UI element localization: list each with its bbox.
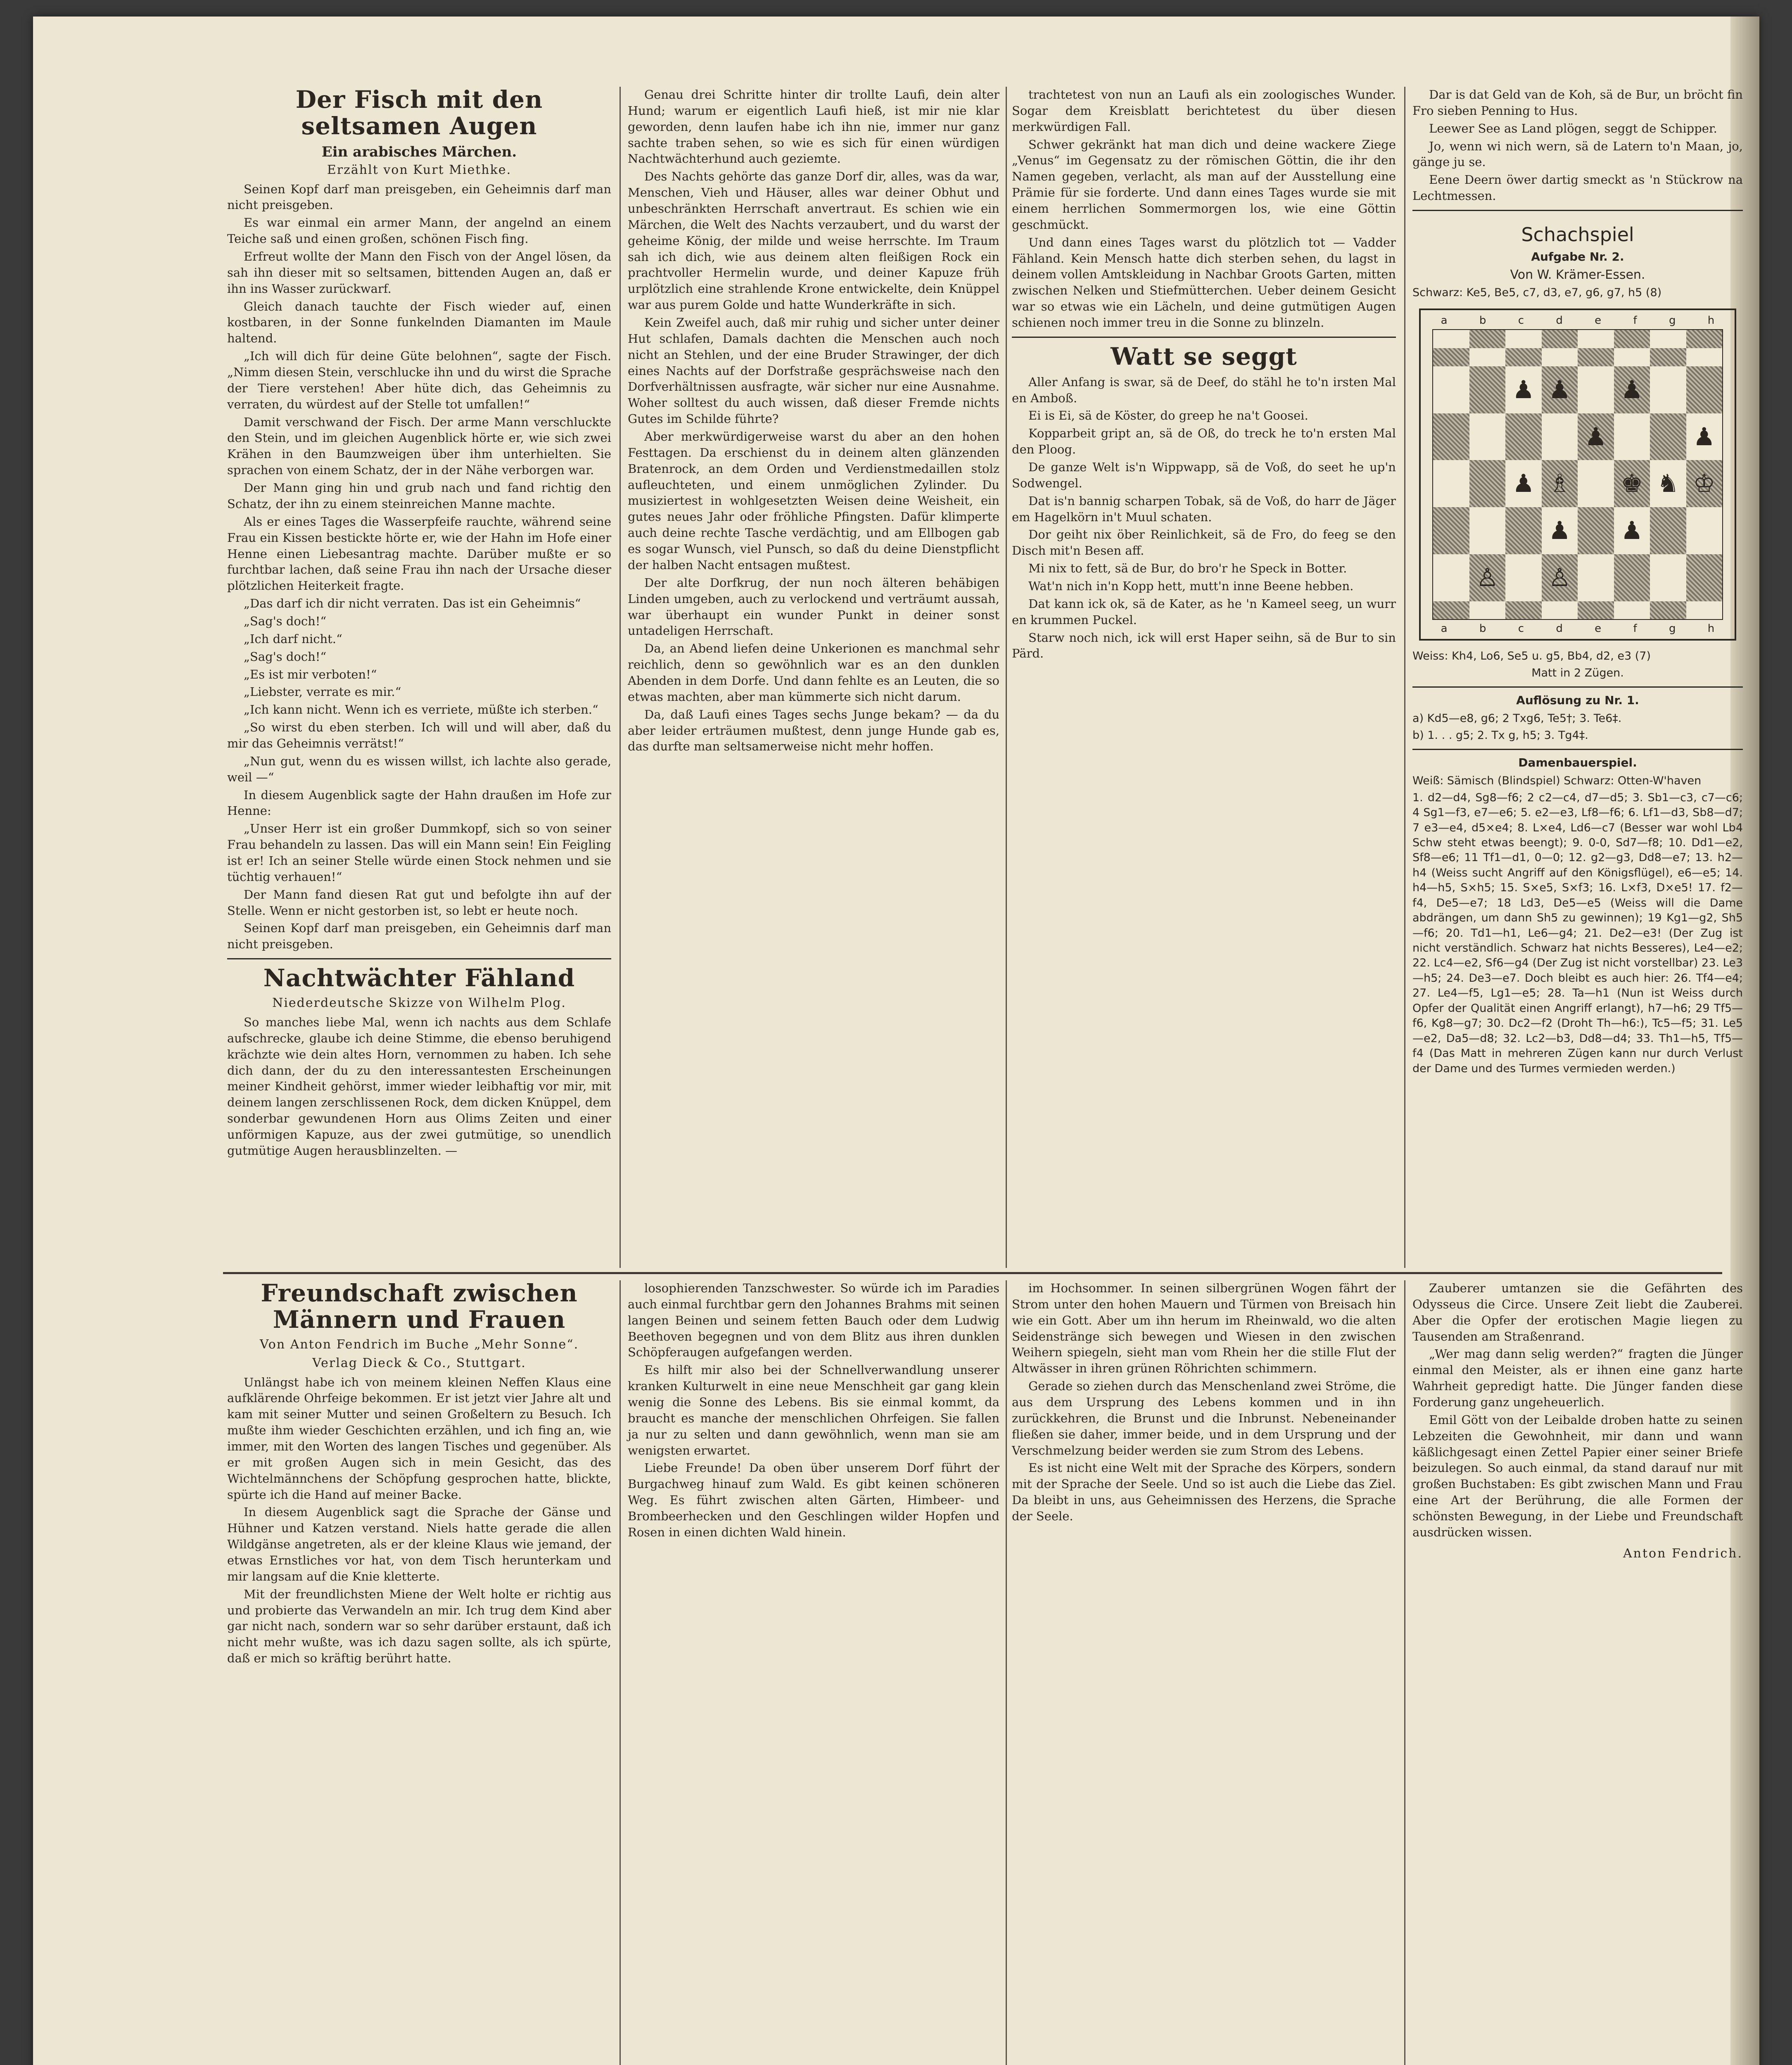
- chess-piece-icon: ♟: [1584, 422, 1607, 451]
- chess-square: [1505, 348, 1542, 366]
- paragraph: „So wirst du eben sterben. Ich will und will aber, daß du mir das Geheimnis verrätst!“: [227, 720, 611, 750]
- chess-square: [1505, 413, 1542, 460]
- chess-square: [1433, 348, 1469, 366]
- paragraph: trachtetest von nun an Laufi als ein zoologisches Wunder. Sogar dem Kreisblatt berichtetest du über diesen merkwürdigen Fall.: [1012, 88, 1396, 134]
- article-body: [628, 87, 999, 755]
- column-rule: [1404, 1280, 1405, 2065]
- chess-square: [1578, 460, 1614, 507]
- paragraph: Gerade so ziehen durch das Menschenland zwei Ströme, die aus dem Ursprung des Lebens kommen und in ihn zurückkehren, die Brunst und die Inbrunst. Nebeneinander fließen sie daher, immer beide, und in dem Ursprung und der Verschmelzung beider werden sie zum Strom des Lebens.: [1012, 1379, 1396, 1457]
- chess-square: [1650, 601, 1686, 620]
- chess-square: [1614, 601, 1650, 620]
- article-body: [1412, 1280, 1743, 1540]
- chess-square: [1469, 348, 1506, 366]
- column-rule: [619, 1280, 621, 2065]
- chess-square: [1469, 413, 1506, 460]
- headline-watt-se-seggt: Watt se seggt: [1111, 342, 1297, 370]
- paragraph: Es hilft mir also bei der Schnellverwandlung unserer kranken Kulturwelt in eine neue Menschheit gar gang klein wenig die Sonne des Lebens. Bis sie einmal kommt, da braucht es manche der menschlichen Ohrfeigen. Sie fallen ja nur zu selten und dann gewöhnlich, wenn man sie am wenigsten erwartet.: [628, 1363, 999, 1457]
- paragraph: Seinen Kopf darf man preisgeben, ein Geheimnis darf man nicht preisgeben.: [227, 921, 611, 952]
- chess-square: [1578, 507, 1614, 554]
- chess-piece-icon: ♟: [1512, 375, 1535, 404]
- chess-square: [1614, 413, 1650, 460]
- article-body: [227, 1374, 611, 1666]
- paragraph: Des Nachts gehörte das ganze Dorf dir, alles, was da war, Menschen, Vieh und Häuser, alles war deiner Obhut und unbeschränkten Herrschaft anvertraut. Es schien wie ein Märchen, die Welt des Nachts verzaubert, und du warst der geheime König, der milde und weise herrschte. Im Traum sah ich dich, wie aus deinem alten fleißigen Rock ein prachtvoller Hermelin wurde, und deiner Kapuze früh urplötzlich eine strahlende Krone entwickelte, dein Knüppel war aus purem Golde und hatte Wunderkräfte in sich.: [628, 169, 999, 312]
- divider: [1412, 686, 1743, 688]
- paragraph: „Unser Herr ist ein großer Dummkopf, sich so von seiner Frau behandeln zu lassen. Das will ein Mann sein! Ein Feigling ist er! Ich an seiner Stelle würde einen Stock nehmen und sie tüchtig verhauen!“: [227, 821, 611, 884]
- chess-square: [1542, 413, 1578, 460]
- chess-square: [1578, 601, 1614, 620]
- chess-square: [1650, 348, 1686, 366]
- paragraph: Genau drei Schritte hinter dir trollte Laufi, dein alter Hund; warum er eigentlich Laufi hieß, ist mir nie klar geworden, denn laufen habe ich ihn nie, immer nur ganz sachte traben sehen, so wie es sich für einen würdigen Nachtwächterhund auch geziemte.: [628, 88, 999, 166]
- article-body: [628, 1280, 999, 1540]
- story-freundschaft: [227, 1280, 611, 1668]
- paragraph: Liebe Freunde! Da oben über unserem Dorf führt der Burgachweg hinauf zum Wald. Es gibt keinen schöneren Weg. Es führt zwischen alten Gärten, Himbeer- und Brombeerhecken und den Geschlingen wilder Hopfen und Rosen in einen dichten Wald hinein.: [628, 1461, 999, 1539]
- paragraph: „Ich will dich für deine Güte belohnen“, sagte der Fisch. „Nimm diesen Stein, verschlucke ihn und du wirst die Sprache der Tiere verstehen! Aber hüte dich, das Geheimnis zu verraten, du würdest auf der Stelle tot umfallen!“: [227, 349, 611, 411]
- chess-square: [1433, 460, 1469, 507]
- newspaper-page: [33, 17, 1759, 2065]
- file-label: b: [1479, 314, 1486, 327]
- file-labels: [1425, 314, 1730, 327]
- chess-square: [1433, 413, 1469, 460]
- chess-square: [1433, 507, 1469, 554]
- signature: Anton Fendrich.: [1623, 1546, 1743, 1561]
- article-body: [1012, 87, 1396, 331]
- chess-piece-icon: ♟: [1548, 516, 1571, 546]
- paragraph: Leewer See as Land plögen, seggt de Schipper.: [1429, 121, 1717, 135]
- chess-square: [1686, 366, 1723, 413]
- paragraph: „Sag's doch!“: [244, 614, 327, 628]
- paragraph: Dar is dat Geld van de Koh, sä de Bur, un bröcht fin Fro sieben Penning to Hus.: [1412, 88, 1743, 118]
- chess-column: [1412, 87, 1743, 1078]
- paragraph: im Hochsommer. In seinen silbergrünen Wogen fährt der Strom unter den hohen Mauern und Türmen von Breisach hin wie ein Gott. Aber um ihn herum im Rheinwald, wo die alten Seidenstränge sich bewegen und Wiesen in den zwischen Weihern spiegeln, sieht man vom Rhein her die stille Flut der Altwässer in ihren grünen Röhrichten schimmern.: [1012, 1281, 1396, 1376]
- chess-stipulation: Matt in 2 Zügen.: [1531, 666, 1624, 679]
- paragraph: Gleich danach tauchte der Fisch wieder auf, einen kostbaren, in der Sonne funkelnden Diamanten im Maule haltend.: [227, 299, 611, 346]
- chess-square: [1614, 507, 1650, 554]
- paragraph: In diesem Augenblick sagt die Sprache der Gänse und Hühner und Katzen verstand. Niels hatte gerade die allen Wildgänse angetreten, als er der kleine Klaus wie jemand, der etwas Ernstliches vor hat, von dem Tisch herunterkam und mir langsam auf die Knie kletterte.: [227, 1505, 611, 1583]
- chess-square: [1650, 413, 1686, 460]
- file-label: h: [1707, 622, 1715, 635]
- chess-piece-icon: ♗: [1548, 469, 1571, 498]
- paragraph: Und dann eines Tages warst du plötzlich tot — Vadder Fähland. Kein Mensch hatte dich sterben sehen, du lagst in deinem vollen Amtskleidung in Nachbar Groots Garten, mitten zwischen Nelken und Stiefmütterchen. Ueber deinem Gesicht war so etwas wie ein Lächeln, und deine gutmütigen Augen schienen noch immer treu in die Sonne zu blinzeln.: [1012, 235, 1396, 330]
- file-label: e: [1595, 314, 1602, 327]
- paragraph: losophierenden Tanzschwester. So würde ich im Paradies auch einmal furchtbar gern den Johannes Brahms mit seinen langen Beinen und seinem fetten Bauch oder dem Ludwig Beethoven begegnen und von dem Blitz aus ihren dunklen Schöpferaugen aufgefangen werden.: [628, 1281, 999, 1360]
- chess-problem-number: Aufgabe Nr. 2.: [1531, 250, 1624, 264]
- byline: Erzählt von Kurt Miethke.: [327, 162, 512, 177]
- paragraph: Emil Gött von der Leibalde droben hatte zu seinen Lebzeiten die Gewohnheit, mir dann und wann käßlichgesagt einen Zettel Papier einer seiner Briefe beizulegen. So auch einmal, da stand darauf nur mit großen Buchstaben: Es gibt zwischen Mann und Frau eine Art der Berührung, die alle Formen der schönsten Bewegung, in der Liebe und Freundschaft ausdrücken wissen.: [1412, 1412, 1743, 1539]
- column-rule: [1006, 87, 1007, 1268]
- paragraph: „Es ist mir verboten!“: [244, 667, 377, 681]
- paragraph: Der Mann fand diesen Rat gut und befolgte ihn auf der Stelle. Wenn er nicht gestorben ist, so lebt er heute noch.: [227, 887, 611, 918]
- paragraph: Eene Deern öwer dartig smeckt as 'n Stückrow na Lechtmessen.: [1412, 173, 1743, 203]
- file-label: e: [1595, 622, 1602, 635]
- chess-square: [1686, 330, 1723, 348]
- file-label: g: [1669, 314, 1676, 327]
- story-freundschaft-col2: [628, 1280, 999, 1542]
- story-fisch: [227, 87, 611, 1161]
- chess-square: [1650, 366, 1686, 413]
- divider: [227, 958, 611, 959]
- chess-square: [1686, 601, 1723, 620]
- chess-piece-icon: ♞: [1657, 469, 1679, 498]
- column-rule: [1404, 87, 1405, 1268]
- chess-square: [1469, 554, 1506, 601]
- file-label: c: [1518, 314, 1524, 327]
- paragraph: De ganze Welt is'n Wippwapp, sä de Voß, do seet he up'n Sodwengel.: [1012, 460, 1396, 490]
- chess-square: [1686, 460, 1723, 507]
- chess-piece-icon: ♔: [1693, 469, 1716, 498]
- paragraph: Kein Zweifel auch, daß mir ruhig und sicher unter deiner Hut schlafen, Damals dachten die Menschen auch noch nicht an Stehlen, und der eine Bruder Strawinger, der dich eines Nachts auf der Dorfstraße gesprächsweise nach den Dorfverhältnissen ausfragte, wär sicher nur eine Ausnahme. Woher solltest du auch wissen, daß dieser Fremde nichts Gutes im Schilde führte?: [628, 316, 999, 426]
- chess-square: [1578, 554, 1614, 601]
- chess-author: Von W. Krämer-Essen.: [1510, 268, 1645, 282]
- chess-square: [1433, 366, 1469, 413]
- paragraph: „Wer mag dann selig werden?“ fragten die Jünger einmal den Meister, als er ihnen eine ganz harte Wahrheit gepredigt hatte. Die Jünger fanden diese Forderung ganz ungeheuerlich.: [1412, 1347, 1743, 1410]
- chess-board: [1432, 329, 1723, 620]
- chess-square: [1505, 554, 1542, 601]
- byline: Von Anton Fendrich im Buche „Mehr Sonne“.: [259, 1337, 579, 1352]
- article-body: [227, 1014, 611, 1159]
- chess-square: [1650, 330, 1686, 348]
- chess-square: [1650, 507, 1686, 554]
- chess-square: [1578, 348, 1614, 366]
- chess-piece-icon: ♟: [1693, 422, 1716, 451]
- file-labels: [1425, 622, 1730, 635]
- chess-square: [1578, 330, 1614, 348]
- headline-freundschaft: Freundschaft zwischen Männern und Frauen: [261, 1279, 578, 1334]
- file-label: d: [1556, 314, 1563, 327]
- paragraph: „Liebster, verrate es mir.“: [244, 685, 401, 699]
- chess-square: [1578, 366, 1614, 413]
- file-label: a: [1441, 622, 1448, 635]
- chess-square: [1505, 601, 1542, 620]
- column-rule: [1006, 1280, 1007, 2065]
- chess-piece-icon: ♙: [1548, 563, 1571, 592]
- chess-square: [1650, 554, 1686, 601]
- chess-square: [1542, 348, 1578, 366]
- divider: [1012, 337, 1396, 338]
- paragraph: Ei is Ei, sä de Köster, do greep he na't Goosei.: [1028, 408, 1308, 423]
- file-label: c: [1518, 622, 1524, 635]
- file-label: h: [1707, 314, 1715, 327]
- chess-square: [1542, 460, 1578, 507]
- headline-nachtwaechter: Nachtwächter Fähland: [263, 964, 575, 992]
- headline-fisch: Der Fisch mit den seltsamen Augen: [295, 85, 543, 140]
- column-rule: [619, 87, 621, 1268]
- game-players: Weiß: Sämisch (Blindspiel) Schwarz: Otten-W'haven: [1412, 774, 1702, 788]
- paragraph: Erfreut wollte der Mann den Fisch von der Angel lösen, da sah ihn dieser mit so seltsamen, bittenden Augen an, daß er ihn ins Wasser zurückwarf.: [227, 249, 611, 296]
- paragraph: Unlängst habe ich von meinem kleinen Neffen Klaus eine aufklärende Ohrfeige bekommen. Er ist jetzt vier Jahre alt und kam mit seiner Mutter und seinen Großeltern zu Besuch. Ich mußte ihm wieder Geschichten erzählen, und ich fing an, wie immer, mit den Worten des langen Tisches und gegenüber. Als er mit großen Augen sich in mein Gesicht, das des Wichtelmännchens der Schöpfung gesprochen hatte, blickte, spürte ich die Hand auf meiner Backe.: [227, 1375, 611, 1502]
- chess-square: [1614, 330, 1650, 348]
- solution-b: b) 1. . . g5; 2. Tx g, h5; 3. Tg4‡.: [1412, 729, 1588, 742]
- file-label: g: [1669, 622, 1676, 635]
- chess-piece-icon: ♙: [1476, 563, 1499, 592]
- publisher: Verlag Dieck & Co., Stuttgart.: [312, 1355, 526, 1370]
- chess-square: [1578, 413, 1614, 460]
- chess-square: [1650, 460, 1686, 507]
- chess-square: [1433, 554, 1469, 601]
- chess-square: [1686, 348, 1723, 366]
- chess-square: [1505, 330, 1542, 348]
- sayings-list: [1412, 87, 1743, 204]
- paragraph: Zauberer umtanzen sie die Gefährten des Odysseus die Circe. Unsere Zeit liebt die Zauberei. Aber die Opfer der erotischen Magie liegen zu Tausenden am Straßenrand.: [1412, 1281, 1743, 1343]
- divider: [1412, 210, 1743, 211]
- story-freundschaft-col3: [1012, 1280, 1396, 1526]
- paragraph: Aber merkwürdigerweise warst du aber an den hohen Festtagen. Da erschienst du in deinem alten glänzenden Bratenrock, an dem Orden und Verdienstmedaillen stolz aufleuchteten, und einem unmöglichen Zylinder. Du musiziertest in wohlgesetzten Weisen deine Weisheit, ein gutes neues Jahr oder fröhliche Pfingsten. Dafür klimperte auch deine rechte Tasche verdächtig, und am Ellbogen gab es sogar Wunsch, viel Punsch, so daß du deine Dienstpflicht der halben Nacht entsagen mußtest.: [628, 430, 999, 572]
- paragraph: Mit der freundlichsten Miene der Welt holte er richtig aus und probierte das Verwandeln an mir. Ich trug dem Kind aber gar nicht nach, sondern war so sehr darüber erstaunt, daß ich nicht mehr wußte, was ich dazu sagen sollte, als ich spürte, daß er mich so kräftig berührt hatte.: [227, 1587, 611, 1666]
- paragraph: Es war einmal ein armer Mann, der angelnd an einem Teiche saß und einen großen, schönen Fisch fing.: [227, 216, 611, 246]
- paragraph: Wat'n nich in'n Kopp hett, mutt'n inne Beene hebben.: [1028, 579, 1354, 593]
- file-label: a: [1441, 314, 1448, 327]
- chess-piece-icon: ♚: [1621, 469, 1643, 498]
- chess-black-pieces: Schwarz: Ke5, Be5, c7, d3, e7, g6, g7, h5 (8): [1412, 286, 1662, 299]
- paragraph: Da, an Abend liefen deine Unkerionen es manchmal sehr reichlich, denn so gewöhnlich war es an den dunklen Abenden in dem Dorfe. Und dann fehlte es an Leuten, die so etwas machten, aber man kümmerte sich nicht darum.: [628, 641, 999, 704]
- paragraph: „Ich darf nicht.“: [244, 631, 342, 646]
- sayings-list: [1012, 374, 1396, 662]
- paragraph: Aller Anfang is swar, sä de Deef, do stähl he to'n irsten Mal en Amboß.: [1012, 375, 1396, 405]
- paragraph: Der alte Dorfkrug, der nun noch älteren behäbigen Linden umgeben, auch zu verlockend und verträumt aussah, war überhaupt ein wunder Punkt in deiner sonst untadeligen Herrschaft.: [628, 575, 999, 638]
- paragraph: In diesem Augenblick sagte der Hahn draußen im Hofe zur Henne:: [227, 788, 611, 818]
- paragraph: „Sag's doch!“: [244, 649, 327, 664]
- paragraph: „Nun gut, wenn du es wissen willst, ich lachte also gerade, weil —“: [227, 754, 611, 784]
- story-column-3: [1012, 87, 1396, 663]
- paragraph: Dat is'n bannig scharpen Tobak, sä de Voß, do harr de Jäger em Hagelkörn in't Muul schaten.: [1012, 494, 1396, 524]
- chess-piece-icon: ♟: [1512, 469, 1535, 498]
- paragraph: „Das darf ich dir nicht verraten. Das ist ein Geheimnis“: [244, 596, 581, 611]
- chess-square: [1614, 348, 1650, 366]
- chess-piece-icon: ♟: [1621, 375, 1643, 404]
- chess-square: [1542, 366, 1578, 413]
- section-rule: [223, 1272, 1722, 1274]
- subtitle: Ein arabisches Märchen.: [321, 143, 517, 160]
- paragraph: Mi nix to fett, sä de Bur, do bro'r he Speck in Botter.: [1028, 561, 1347, 576]
- solution-a: a) Kd5—e8, g6; 2 Txg6, Te5†; 3. Te6‡.: [1412, 712, 1622, 725]
- chess-square: [1542, 554, 1578, 601]
- paragraph: Als er eines Tages die Wasserpfeife rauchte, während seine Frau ein Kissen bestickte hörte er, wie der Hahn im Hofe einer Henne einen Liebesantrag machte. Darüber mußte er so furchtbar lachen, daß seine Frau ihn nach der Ursache dieser plötzlichen Heiterkeit fragte.: [227, 514, 611, 593]
- game-notation: 1. d2—d4, Sg8—f6; 2 c2—c4, d7—d5; 3. Sb1—c3, c7—c6; 4 Sg1—f3, e7—e6; 5. e2—e3, Lf8—f6; 6. Lf1—d3, Sb8—d7; 7 e3—e4, d5×e4; 8. L×e4, Ld6—c7 (Besser war wohl Lb4 Schw steht etwas beengt); 9. 0-0, Sd7—f8; 10. Dd1—e2, Sf8—e6; 11 Tf1—d1, 0—0; 12. g2—g3, Dd8—e7; 13. h2—h4 (Weiss sucht Angriff auf den Königsflügel), e6—e5; 14. h4—h5, S×h5; 15. S×e5, S×f3; 16. L×f3, D×e5! 17. f2—f4, De5—e7; 18 Ld3, De5—e5 (Weiss will die Dame abdrängen, um dann Sh5 zu gewinnen); 19 Kg1—g2, Sh5—f6; 20. Td1—h1, Le6—g4; 21. De2—e3! (Der Zug ist nicht verständlich. Schwarz hat nichts Besseres), Le4—e2; 22. Lc4—e2, Sf6—g4 (Der Zug ist nicht vorstellbar) 23. Le3—h5; 24. De3—e7. Doch bleibt es auch hier: 26. Tf4—e4; 27. Le4—f5, Lg1—e5; 28. Ta—h1 (Nun ist Weiss durch Opfer der Qualität einen Angriff erlangt), h7—h6; 29 Tf5—f6, Kg8—g7; 30. Dc2—f2 (Droht Th—h6:), Tc5—f5; 31. Le5—e2, Da5—d8; 32. Lc2—b3, Dd8—d4; 33. Th1—h5, Tf5—f4 (Das Matt in mehreren Zügen kann nur durch Verlust der Dame und des Turmes vermieden werden.): [1412, 791, 1743, 1075]
- chess-square: [1469, 507, 1506, 554]
- solution-title: Auflösung zu Nr. 1.: [1516, 693, 1639, 707]
- chess-title: Schachspiel: [1521, 223, 1634, 246]
- chess-square: [1686, 554, 1723, 601]
- paragraph: Jo, wenn wi nich wern, sä de Latern to'n Maan, jo, gänge ju se.: [1412, 139, 1743, 169]
- paragraph: Damit verschwand der Fisch. Der arme Mann verschluckte den Stein, und im gleichen Augenblick hörte er, wie sich zwei Krähen in den Baumzweigen über ihm unterhielten. Sie sprachen von einem Schatz, der in der Nähe verborgen war.: [227, 415, 611, 477]
- file-label: b: [1479, 622, 1486, 635]
- chess-square: [1614, 460, 1650, 507]
- article-body: [1012, 1280, 1396, 1524]
- file-label: d: [1556, 622, 1563, 635]
- chess-square: [1542, 330, 1578, 348]
- chess-square: [1469, 460, 1506, 507]
- chess-diagram: [1419, 309, 1736, 641]
- paragraph: Dor geiht nix öber Reinlichkeit, sä de Fro, do feeg se den Disch mit'n Besen aff.: [1012, 527, 1396, 558]
- chess-square: [1469, 330, 1506, 348]
- chess-square: [1469, 366, 1506, 413]
- chess-piece-icon: ♟: [1621, 516, 1643, 546]
- article-body: [227, 181, 611, 953]
- chess-square: [1505, 460, 1542, 507]
- paragraph: Es ist nicht eine Welt mit der Sprache des Körpers, sondern mit der Sprache der Seele. Und so ist auch die Liebe das Ziel. Da bleibt in uns, aus Geheimnissen des Herzens, die Sprache der Seele.: [1012, 1461, 1396, 1524]
- paragraph: „Ich kann nicht. Wenn ich es verriete, müßte ich sterben.“: [244, 703, 598, 717]
- chess-piece-icon: ♟: [1548, 375, 1571, 404]
- chess-square: [1505, 366, 1542, 413]
- paragraph: Da, daß Laufi eines Tages sechs Junge bekam? — da du aber leider erträumen mußtest, denn junge Hunde gab es, das durfte man seltsamerweise nicht mehr hoffen.: [628, 707, 999, 754]
- chess-square: [1542, 601, 1578, 620]
- chess-square: [1614, 554, 1650, 601]
- chess-white-pieces: Weiss: Kh4, Lo6, Se5 u. g5, Bb4, d2, e3 (7): [1412, 650, 1651, 663]
- story-nachtwaechter-cont: [628, 87, 999, 756]
- file-label: f: [1633, 314, 1637, 327]
- paragraph: Kopparbeit gript an, sä de Oß, do treck he to'n ersten Mal den Ploog.: [1012, 426, 1396, 457]
- chess-square: [1542, 507, 1578, 554]
- story-freundschaft-col4: [1412, 1280, 1743, 1561]
- chess-square: [1433, 601, 1469, 620]
- divider: [1412, 749, 1743, 750]
- chess-square: [1686, 413, 1723, 460]
- chess-square: [1469, 601, 1506, 620]
- paragraph: So manches liebe Mal, wenn ich nachts aus dem Schlafe aufschrecke, glaube ich deine Stimme, die ebenso beruhigend krächzte wie dein altes Horn, vernommen zu haben. Ich sehe dich dann, der du zu den interessantesten Erscheinungen meiner Kindheit gehörst, immer wieder leibhaftig vor mir, mit deinem langen zerschlissenen Rock, dem dicken Knüppel, dem sonderbar gewundenen Horn aus Olims Zeiten und einer unförmigen Kapuze, aus der zwei gutmütige, so unendlich gutmütige Augen herausblinzelten. —: [227, 1015, 611, 1158]
- paragraph: Schwer gekränkt hat man dich und deine wackere Ziege „Venus“ im Gegensatz zu der römischen Göttin, die ihr den Namen gegeben, verlacht, als man auf der Ausstellung eine Prämie für sie forderte. Und dann eines Tages wurde sie mit einem herrlichen Sommermorgen los, wie eine Göttin geschmückt.: [1012, 137, 1396, 232]
- chess-square: [1505, 507, 1542, 554]
- game-title: Damenbauerspiel.: [1518, 756, 1637, 770]
- chess-square: [1614, 366, 1650, 413]
- chess-square: [1686, 507, 1723, 554]
- paragraph: Starw noch nich, ick will erst Haper seihn, sä de Bur to sin Pärd.: [1012, 630, 1396, 661]
- byline: Niederdeutsche Skizze von Wilhelm Plog.: [272, 995, 566, 1010]
- paragraph: Dat kann ick ok, sä de Kater, as he 'n Kameel seeg, un wurr en krummen Puckel.: [1012, 596, 1396, 627]
- chess-square: [1433, 330, 1469, 348]
- paragraph: Seinen Kopf darf man preisgeben, ein Geheimnis darf man nicht preisgeben.: [227, 182, 611, 212]
- file-label: f: [1633, 622, 1637, 635]
- paragraph: Der Mann ging hin und grub nach und fand richtig den Schatz, der ihn zu einem steinreichen Manne machte.: [227, 481, 611, 511]
